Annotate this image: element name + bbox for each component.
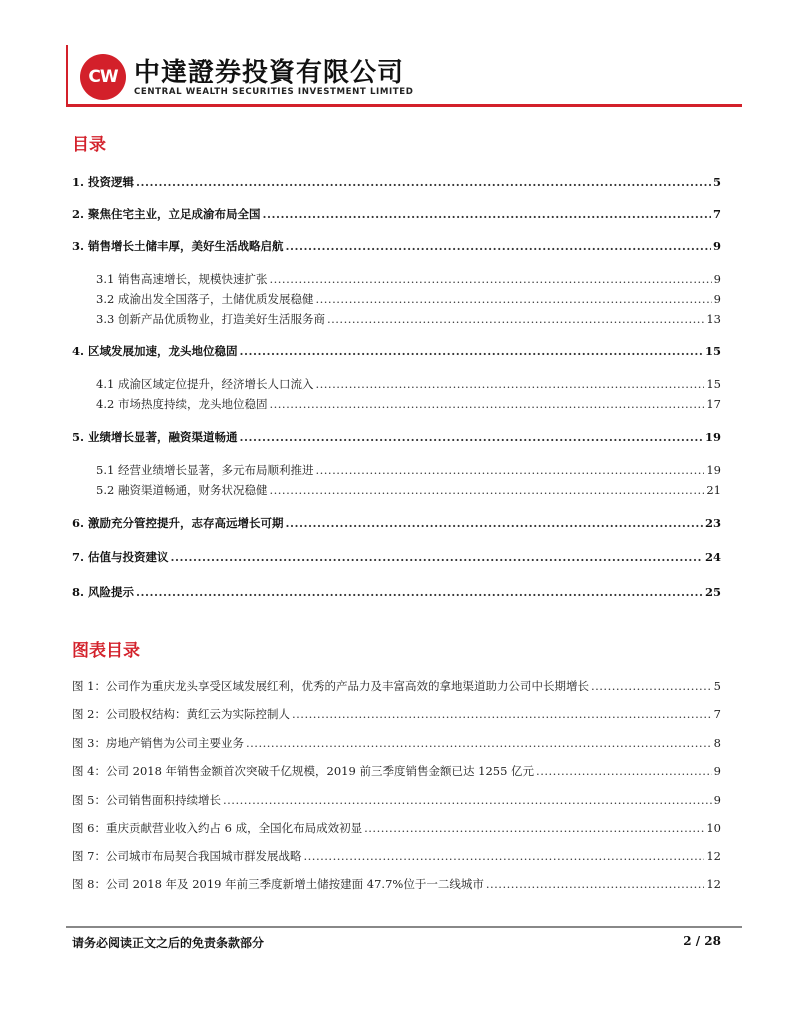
company-name-en: CENTRAL WEALTH SECURITIES INVESTMENT LIMITED: [134, 87, 414, 97]
leader-dots: [315, 463, 704, 477]
leader-dots: [536, 764, 712, 778]
leader-dots: [240, 430, 703, 444]
leader-dots: [223, 793, 712, 807]
figure-label: 图 1：公司作为重庆龙头享受区域发展红利，优秀的产品力及丰富高效的拿地渠道助力公司中长期增长: [72, 679, 589, 693]
leader-dots: [486, 877, 705, 891]
figure-page: 12: [706, 849, 721, 863]
toc-entry-6[interactable]: [72, 515, 721, 531]
toc-label: 8. 风险提示: [72, 585, 135, 599]
leader-dots: [303, 849, 704, 863]
header-divider: [66, 104, 742, 107]
company-logo: [80, 54, 126, 100]
figure-entry-4[interactable]: [72, 763, 721, 779]
company-name-cn: 中達證券投資有限公司: [134, 58, 405, 88]
leader-dots: [136, 175, 711, 189]
toc-page: 17: [706, 397, 721, 411]
leader-dots: [269, 483, 704, 497]
figure-label: 图 5：公司销售面积持续增长: [72, 793, 221, 807]
toc-label: 3. 销售增长土储丰厚，美好生活战略启航: [72, 239, 284, 253]
toc-page: 19: [704, 430, 721, 444]
leader-dots: [364, 821, 704, 835]
leader-dots: [136, 585, 703, 599]
figure-entry-2[interactable]: [72, 706, 721, 722]
page-number: 2 / 28: [683, 934, 721, 948]
toc-entry-5[interactable]: [72, 429, 721, 445]
toc-page: 9: [713, 272, 721, 286]
toc-entry-5-1[interactable]: [96, 462, 721, 478]
leader-dots: [269, 272, 711, 286]
leader-dots: [240, 344, 703, 358]
toc-page: 13: [706, 312, 721, 326]
toc-label: 4.2 市场热度持续，龙头地位稳固: [96, 397, 268, 411]
footer-divider: [66, 926, 742, 928]
leader-dots: [327, 312, 704, 326]
toc-entry-2[interactable]: [72, 206, 721, 222]
toc-page: 15: [704, 344, 721, 358]
figure-label: 图 4：公司 2018 年销售金额首次突破千亿规模，2019 前三季度销售金额已达 1255 亿元: [72, 764, 535, 778]
toc-label: 2. 聚焦住宅主业，立足成渝布局全国: [72, 207, 261, 221]
leader-dots: [315, 292, 711, 306]
toc-title: 目录: [72, 135, 106, 155]
toc-label: 5.2 融资渠道畅通，财务状况稳健: [96, 483, 268, 497]
toc-entry-3[interactable]: [72, 238, 721, 254]
figure-label: 图 2：公司股权结构：黄红云为实际控制人: [72, 707, 290, 721]
toc-label: 3.3 创新产品优质物业，打造美好生活服务商: [96, 312, 325, 326]
logo-text: CW: [88, 67, 118, 87]
leader-dots: [263, 207, 711, 221]
figure-entry-6[interactable]: [72, 820, 721, 836]
toc-entry-5-2[interactable]: [96, 482, 721, 498]
toc-label: 3.1 销售高速增长，规模快速扩张: [96, 272, 268, 286]
toc-label: 6. 激励充分管控提升，志存高远增长可期: [72, 516, 284, 530]
toc-page: 25: [704, 585, 721, 599]
toc-page: 7: [712, 207, 721, 221]
toc-page: 23: [704, 516, 721, 530]
figures-title: 图表目录: [72, 641, 140, 661]
toc-page: 5: [712, 175, 721, 189]
figure-page: 9: [713, 793, 721, 807]
figure-entry-7[interactable]: [72, 848, 721, 864]
leader-dots: [292, 707, 712, 721]
toc-page: 9: [712, 239, 721, 253]
leader-dots: [315, 377, 704, 391]
toc-label: 7. 估值与投资建议: [72, 550, 169, 564]
figure-entry-3[interactable]: [72, 735, 721, 751]
figure-page: 8: [713, 736, 721, 750]
leader-dots: [591, 679, 712, 693]
toc-page: 24: [704, 550, 721, 564]
figure-entry-8[interactable]: [72, 876, 721, 892]
toc-page: 19: [706, 463, 721, 477]
toc-entry-1[interactable]: [72, 174, 721, 190]
toc-entry-8[interactable]: [72, 584, 721, 600]
toc-entry-7[interactable]: [72, 549, 721, 565]
figure-entry-5[interactable]: [72, 792, 721, 808]
toc-entry-3-1[interactable]: [96, 271, 721, 287]
figure-label: 图 7：公司城市布局契合我国城市群发展战略: [72, 849, 302, 863]
toc-page: 9: [713, 292, 721, 306]
toc-label: 4.1 成渝区域定位提升，经济增长人口流入: [96, 377, 314, 391]
leader-dots: [171, 550, 703, 564]
toc-page: 21: [706, 483, 721, 497]
toc-label: 4. 区域发展加速，龙头地位稳固: [72, 344, 238, 358]
header-left-rule: [66, 45, 68, 104]
figure-page: 7: [713, 707, 721, 721]
toc-entry-4-1[interactable]: [96, 376, 721, 392]
toc-label: 3.2 成渝出发全国落子，土储优质发展稳健: [96, 292, 314, 306]
toc-label: 1. 投资逻辑: [72, 175, 135, 189]
figure-page: 5: [713, 679, 721, 693]
toc-entry-3-3[interactable]: [96, 311, 721, 327]
figure-entry-1[interactable]: [72, 678, 721, 694]
figure-page: 9: [713, 764, 721, 778]
toc-entry-4[interactable]: [72, 343, 721, 359]
toc-entry-3-2[interactable]: [96, 291, 721, 307]
toc-label: 5.1 经营业绩增长显著，多元布局顺利推进: [96, 463, 314, 477]
leader-dots: [269, 397, 704, 411]
toc-entry-4-2[interactable]: [96, 396, 721, 412]
toc-label: 5. 业绩增长显著，融资渠道畅通: [72, 430, 238, 444]
footer-disclaimer: 请务必阅读正文之后的免责条款部分: [72, 936, 265, 950]
figure-label: 图 8：公司 2018 年及 2019 年前三季度新增土储按建面 47.7%位于一二线城市: [72, 877, 484, 891]
leader-dots: [286, 516, 703, 530]
leader-dots: [246, 736, 712, 750]
figure-label: 图 6：重庆贡献营业收入约占 6 成，全国化布局成效初显: [72, 821, 363, 835]
toc-page: 15: [706, 377, 721, 391]
figure-page: 10: [706, 821, 721, 835]
leader-dots: [286, 239, 711, 253]
figure-label: 图 3：房地产销售为公司主要业务: [72, 736, 244, 750]
figure-page: 12: [706, 877, 721, 891]
